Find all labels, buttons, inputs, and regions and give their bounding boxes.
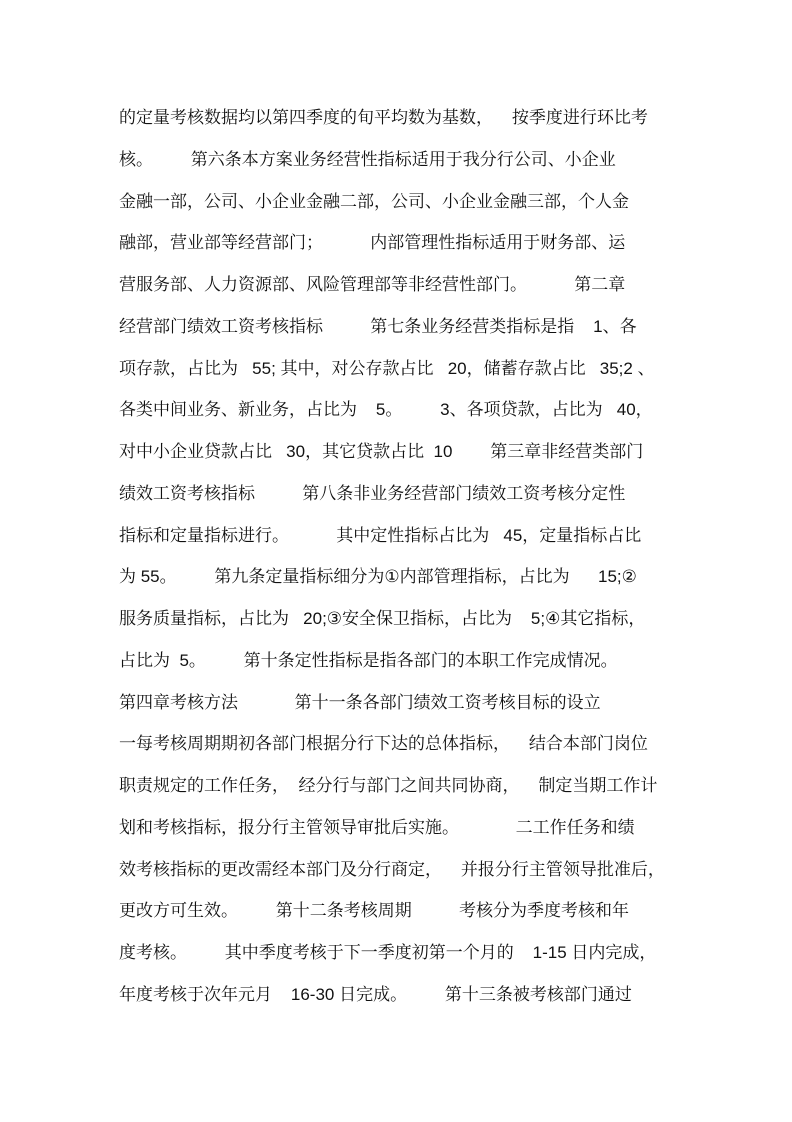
text-line: 融部，营业部等经营部门； 内部管理性指标适用于财务部、运 bbox=[119, 233, 626, 253]
text-line: 指标和定量指标进行。 其中定性指标占比为 45，定量指标占比 bbox=[119, 525, 642, 545]
text-line: 占比为 5。 第十条定性指标是指各部门的本职工作完成情况。 bbox=[119, 650, 618, 670]
text-line: 职责规定的工作任务， 经分行与部门之间共同协商， 制定当期工作计 bbox=[119, 776, 658, 795]
text-line: 项存款，占比为 55; 其中，对公存款占比 20，储蓄存款占比 35;2 、 bbox=[119, 358, 655, 378]
text-line: 更改方可生效。 第十二条考核周期 考核分为季度考核和年 bbox=[119, 901, 630, 921]
body-text bbox=[119, 97, 699, 1016]
text-line: 服务质量指标，占比为 20;③安全保卫指标，占比为 5;④其它指标， bbox=[119, 609, 646, 628]
text-line: 核。 第六条本方案业务经营性指标适用于我分行公司、小企业 bbox=[119, 149, 616, 169]
text-line: 营服务部、人力资源部、风险管理部等非经营性部门。 第二章 bbox=[119, 275, 626, 294]
text-line: 各类中间业务、新业务，占比为 5。 3、各项贷款，占比为 40， bbox=[119, 400, 653, 420]
text-line: 度考核。 其中季度考核于下一季度初第一个月的 1-15 日内完成， bbox=[119, 943, 657, 962]
text-line: 为 55。 第九条定量指标细分为①内部管理指标，占比为 15;② bbox=[119, 567, 637, 587]
text-line: 一每考核周期期初各部门根据分行下达的总体指标， 结合本部门岗位 bbox=[119, 734, 648, 754]
text-line: 经营部门绩效工资考核指标 第七条业务经营类指标是指 1、各 bbox=[119, 316, 637, 336]
text-line: 金融一部，公司、小企业金融二部，公司、小企业金融三部，个人金 bbox=[119, 191, 629, 211]
text-line: 对中小企业贷款占比 30，其它贷款占比 10 第三章非经营类部门 bbox=[119, 442, 644, 461]
text-line: 年度考核于次年元月 16-30 日完成。 第十三条被考核部门通过 bbox=[119, 984, 632, 1004]
text-line: 效考核指标的更改需经本部门及分行商定， 并报分行主管领导批准后， bbox=[119, 859, 665, 879]
text-line: 绩效工资考核指标 第八条非业务经营部门绩效工资考核分定性 bbox=[119, 483, 626, 503]
text-line: 第四章考核方法 第十一条各部门绩效工资考核目标的设立 bbox=[119, 692, 601, 712]
text-line: 的定量考核数据均以第四季度的旬平均数为基数， 按季度进行环比考 bbox=[119, 108, 648, 127]
text-line: 划和考核指标，报分行主管领导审批后实施。 二工作任务和绩 bbox=[119, 817, 635, 837]
